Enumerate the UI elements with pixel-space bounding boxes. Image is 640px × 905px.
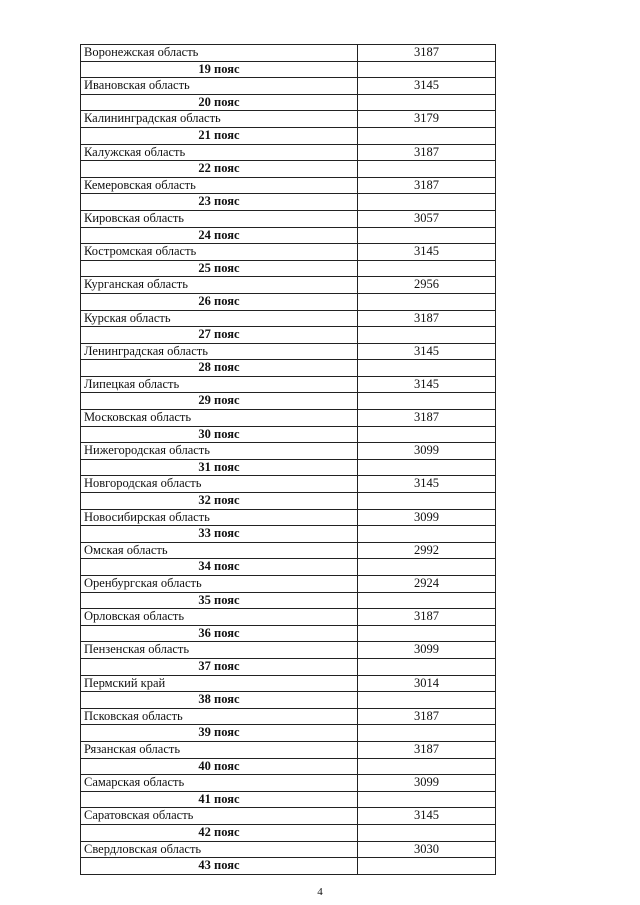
region-name: Кемеровская область [81,177,358,194]
region-row [81,509,496,526]
region-value: 3187 [358,310,496,327]
region-value: 3187 [358,410,496,427]
region-row [81,808,496,825]
region-value: 3187 [358,144,496,161]
zone-empty-cell [358,360,496,377]
region-value: 3187 [358,609,496,626]
zone-row [81,260,496,277]
region-row [81,144,496,161]
zone-label: 23 пояс [81,194,358,211]
zone-empty-cell [358,559,496,576]
region-value: 3099 [358,642,496,659]
region-row [81,675,496,692]
region-name: Костромская область [81,244,358,261]
region-name: Рязанская область [81,741,358,758]
zone-empty-cell [358,459,496,476]
region-row [81,642,496,659]
region-row [81,542,496,559]
region-row [81,476,496,493]
zone-row [81,526,496,543]
zone-label: 37 пояс [81,658,358,675]
zone-row [81,393,496,410]
tariff-table-body [81,45,496,875]
region-name: Омская область [81,542,358,559]
zone-label: 26 пояс [81,293,358,310]
zone-label: 28 пояс [81,360,358,377]
region-name: Кировская область [81,210,358,227]
zone-empty-cell [358,592,496,609]
region-row [81,45,496,62]
region-name: Ленинградская область [81,343,358,360]
region-row [81,576,496,593]
zone-label: 39 пояс [81,725,358,742]
region-row [81,410,496,427]
zone-empty-cell [358,725,496,742]
region-value: 3179 [358,111,496,128]
region-value: 3145 [358,476,496,493]
zone-label: 42 пояс [81,824,358,841]
zone-label: 34 пояс [81,559,358,576]
region-name: Орловская область [81,609,358,626]
zone-label: 25 пояс [81,260,358,277]
zone-label: 36 пояс [81,625,358,642]
zone-row [81,758,496,775]
region-value: 2992 [358,542,496,559]
zone-empty-cell [358,260,496,277]
zone-empty-cell [358,127,496,144]
zone-empty-cell [358,161,496,178]
region-value: 3014 [358,675,496,692]
zone-row [81,592,496,609]
zone-label: 40 пояс [81,758,358,775]
zone-empty-cell [358,692,496,709]
region-row [81,609,496,626]
page-number: 4 [317,886,323,898]
region-name: Воронежская область [81,45,358,62]
region-row [81,841,496,858]
zone-label: 21 пояс [81,127,358,144]
region-name: Оренбургская область [81,576,358,593]
zone-row [81,858,496,875]
zone-empty-cell [358,526,496,543]
region-name: Калининградская область [81,111,358,128]
region-row [81,111,496,128]
zone-label: 20 пояс [81,94,358,111]
zone-row [81,559,496,576]
zone-row [81,459,496,476]
region-value: 3145 [358,78,496,95]
region-value: 3030 [358,841,496,858]
region-value: 3187 [358,741,496,758]
region-name: Ивановская область [81,78,358,95]
zone-label: 31 пояс [81,459,358,476]
region-name: Самарская область [81,775,358,792]
region-row [81,775,496,792]
zone-empty-cell [358,658,496,675]
zone-empty-cell [358,493,496,510]
zone-empty-cell [358,758,496,775]
zone-row [81,725,496,742]
zone-label: 19 пояс [81,61,358,78]
zone-empty-cell [358,393,496,410]
zone-row [81,194,496,211]
region-value: 3145 [358,343,496,360]
region-value: 3187 [358,45,496,62]
region-value: 2956 [358,277,496,294]
zone-empty-cell [358,94,496,111]
region-row [81,741,496,758]
zone-row [81,625,496,642]
zone-row [81,426,496,443]
region-name: Нижегородская область [81,443,358,460]
zone-empty-cell [358,858,496,875]
region-name: Псковская область [81,708,358,725]
region-row [81,277,496,294]
zone-row [81,61,496,78]
region-value: 3145 [358,808,496,825]
region-row [81,177,496,194]
zone-empty-cell [358,61,496,78]
tariff-table [80,44,496,875]
region-value: 3099 [358,775,496,792]
zone-row [81,824,496,841]
region-row [81,210,496,227]
region-value: 3187 [358,177,496,194]
region-name: Курская область [81,310,358,327]
zone-label: 30 пояс [81,426,358,443]
region-name: Липецкая область [81,376,358,393]
zone-label: 38 пояс [81,692,358,709]
region-row [81,78,496,95]
zone-label: 43 пояс [81,858,358,875]
region-name: Курганская область [81,277,358,294]
region-value: 3099 [358,443,496,460]
region-row [81,310,496,327]
region-name: Московская область [81,410,358,427]
region-value: 3145 [358,376,496,393]
zone-row [81,692,496,709]
zone-label: 22 пояс [81,161,358,178]
region-row [81,443,496,460]
zone-label: 35 пояс [81,592,358,609]
zone-label: 24 пояс [81,227,358,244]
zone-label: 29 пояс [81,393,358,410]
zone-row [81,127,496,144]
zone-row [81,161,496,178]
region-value: 3187 [358,708,496,725]
zone-row [81,293,496,310]
zone-empty-cell [358,327,496,344]
zone-empty-cell [358,824,496,841]
zone-row [81,327,496,344]
zone-empty-cell [358,194,496,211]
region-name: Свердловская область [81,841,358,858]
region-row [81,376,496,393]
region-value: 3057 [358,210,496,227]
zone-label: 41 пояс [81,791,358,808]
region-row [81,343,496,360]
zone-label: 27 пояс [81,327,358,344]
region-name: Пензенская область [81,642,358,659]
zone-row [81,658,496,675]
region-row [81,244,496,261]
region-name: Новосибирская область [81,509,358,526]
region-name: Саратовская область [81,808,358,825]
zone-row [81,94,496,111]
zone-empty-cell [358,426,496,443]
zone-empty-cell [358,625,496,642]
zone-row [81,791,496,808]
zone-row [81,493,496,510]
region-name: Новгородская область [81,476,358,493]
zone-empty-cell [358,293,496,310]
zone-label: 33 пояс [81,526,358,543]
zone-empty-cell [358,791,496,808]
region-value: 3099 [358,509,496,526]
region-name: Калужская область [81,144,358,161]
region-row [81,708,496,725]
zone-row [81,227,496,244]
zone-empty-cell [358,227,496,244]
region-name: Пермский край [81,675,358,692]
zone-label: 32 пояс [81,493,358,510]
region-value: 2924 [358,576,496,593]
region-value: 3145 [358,244,496,261]
zone-row [81,360,496,377]
